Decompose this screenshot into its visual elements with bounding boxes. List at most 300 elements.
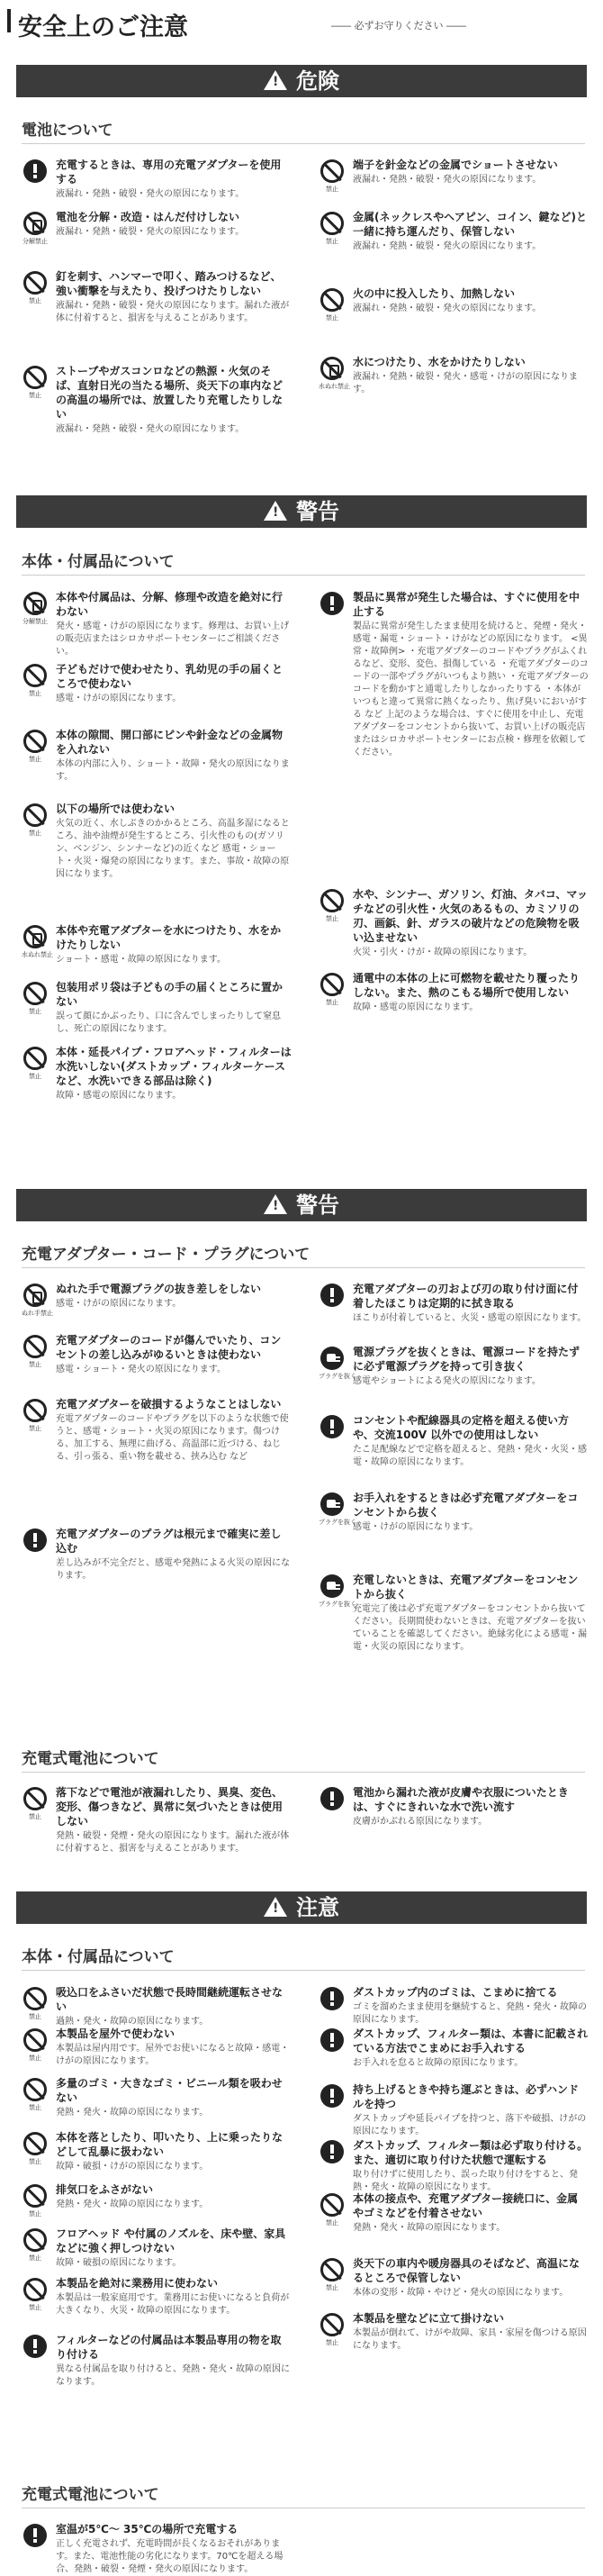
- precaution-heading: 水や、シンナー、ガソリン、灯油、タバコ、マッチなどの引火性・火気のあるもの、カミソリの刃、画鋲、針、ガラスの破片などの危険物を吸い込ませない: [353, 888, 588, 944]
- precaution-body: 故障・感電の原因になります。: [353, 1002, 479, 1012]
- precaution-heading: 水につけたり、水をかけたりしない: [353, 356, 526, 368]
- section-banner-label: 警告: [296, 499, 339, 524]
- precaution-text: [353, 1345, 589, 1388]
- section-banner-label: 注意: [296, 1895, 339, 1920]
- precaution-icon-wrap: [319, 2313, 346, 2347]
- group-title: 本体・付属品について: [22, 1944, 585, 1971]
- icon-caption: 禁止: [29, 1073, 41, 1080]
- prohibition-circle-icon: [320, 2313, 344, 2336]
- exclamation-mandatory-icon: [320, 2140, 344, 2163]
- precaution-body: ほこりが付着していると、火災・感電の原因になります。: [353, 1313, 587, 1323]
- precaution-icon-wrap: [22, 1399, 49, 1433]
- precaution-body: 液漏れ・発熱・破裂・発火の原因になります。漏れた液が体に付着すると、損害を与えることがあります。: [56, 301, 290, 323]
- precaution-icon-wrap: [319, 1787, 346, 1810]
- precaution-body: 誤って顔にかぶったり、口に含んでしまったりして窒息し、死亡の原因になります。: [56, 1011, 281, 1034]
- precaution-text: [56, 590, 292, 658]
- precaution-heading: フィルターなどの付属品は本製品専用の物を取り付ける: [56, 2334, 282, 2361]
- precaution-heading: 本体や充電アダプターを水につけたり、水をかけたりしない: [56, 924, 282, 951]
- precaution-item: [22, 2130, 292, 2173]
- prohibition-circle-icon: [23, 1335, 47, 1358]
- precaution-text: [56, 2276, 292, 2317]
- precaution-heading: 本体の隙間、開口部にピンや針金などの金属物を入れない: [56, 729, 284, 756]
- precaution-icon-wrap: [22, 2228, 49, 2263]
- precaution-item: [319, 1345, 589, 1388]
- exclamation-mandatory-icon: [23, 1528, 47, 1552]
- precaution-item: [319, 1985, 589, 2027]
- precaution-body: 発熱・発火・故障の原因になります。: [353, 2223, 506, 2233]
- precaution-item: [319, 1785, 589, 1828]
- precaution-icon-wrap: [319, 973, 346, 1007]
- precaution-icon-wrap: [319, 288, 346, 322]
- group-title: 電池について: [22, 117, 585, 144]
- page-title: 安全上のご注意: [18, 14, 188, 41]
- precaution-icon-wrap: [319, 592, 346, 615]
- precaution-body: 本体の変形・故障・やけど・発火の原因になります。: [353, 2288, 569, 2298]
- icon-caption: 禁止: [326, 238, 338, 245]
- precaution-icon-wrap: [22, 1335, 49, 1369]
- precaution-heading: 本体や付属品は、分解、修理や改造を絶対に行わない: [56, 591, 284, 618]
- precaution-item: [22, 2276, 292, 2317]
- group-title: 充電アダプター・コード・プラグについて: [22, 1241, 585, 1268]
- icon-caption: プラグを抜く: [319, 1601, 356, 1608]
- prohibition-circle-icon: [23, 2228, 47, 2252]
- section-banner-label: 危険: [296, 68, 339, 94]
- precaution-item: [319, 1573, 589, 1654]
- exclamation-mandatory-icon: [320, 1283, 344, 1307]
- precaution-body: お手入れを怠ると故障の原因になります。: [353, 2058, 524, 2068]
- precaution-text: [56, 1397, 292, 1464]
- precaution-body: 液漏れ・発熱・破裂・発火の原因になります。: [56, 189, 245, 199]
- precaution-item: [22, 802, 292, 881]
- precaution-body: 発熱・破裂・発煙・発火の原因になります。漏れた液が体に付着すると、損害を与えることがあります。: [56, 1831, 290, 1854]
- precaution-heading: 落下などで電池が液漏れしたり、異臭、変色、変形、傷つきなど、異常に気づいたときは使用しない: [56, 1786, 284, 1828]
- precaution-text: [56, 802, 292, 881]
- precaution-body: ゴミを溜めたまま使用を継続すると、発熱・発火・故障の原因になります。: [353, 2002, 587, 2025]
- precaution-item: [319, 210, 589, 253]
- precaution-item: [22, 590, 292, 658]
- exclamation-mandatory-icon: [23, 159, 47, 183]
- unplug-icon: [320, 1492, 344, 1516]
- precaution-text: [353, 1282, 589, 1325]
- precaution-heading: 金属(ネックレスやヘアピン、コイン、鍵など)と一緒に持ち運んだり、保管しない: [353, 211, 587, 238]
- precaution-heading: 電池から漏れた液が皮膚や衣服についたときは、すぐにきれいな水で洗い流す: [353, 1786, 569, 1813]
- precaution-icon-wrap: [22, 925, 53, 959]
- precaution-item: [319, 2191, 589, 2235]
- prohibition-circle-icon: [23, 664, 47, 687]
- prohibition-circle-icon: [320, 973, 344, 996]
- precaution-icon-wrap: [319, 2193, 346, 2227]
- icon-caption: 禁止: [29, 1813, 41, 1820]
- precaution-heading: 電源プラグを抜くときは、電源コードを持たずに必ず電源プラグを持って引き抜く: [353, 1346, 580, 1373]
- icon-caption: 禁止: [29, 1425, 41, 1432]
- section-banner-3: [16, 1189, 587, 1221]
- precaution-heading: ダストカップ、フィルター類は必ず取り付ける。また、適切に取り付けた状態で運転する: [353, 2139, 589, 2166]
- precaution-icon-wrap: [22, 730, 49, 764]
- precaution-body: 差し込みが不完全だと、感電や発熱による火災の原因になります。: [56, 1558, 290, 1581]
- precaution-heading: 充電しないときは、充電アダプターをコンセントから抜く: [353, 1574, 579, 1601]
- precaution-text: [56, 269, 292, 325]
- precaution-item: [22, 2182, 292, 2218]
- precaution-icon-wrap: [22, 212, 49, 246]
- precaution-item: [22, 980, 292, 1036]
- precaution-heading: フロアヘッド や付属のノズルを、床や壁、家具などに強く押しつけない: [56, 2227, 286, 2254]
- precaution-heading: 充電アダプターを破損するようなことはしない: [56, 1398, 282, 1410]
- prohibition-circle-icon: [23, 2278, 47, 2301]
- precaution-icon-wrap: [22, 2132, 49, 2166]
- precaution-text: [353, 2191, 589, 2235]
- icon-caption: 分解禁止: [22, 238, 48, 245]
- exclamation-mandatory-icon: [23, 2524, 47, 2547]
- precaution-icon-wrap: [22, 2335, 49, 2358]
- precaution-body: 感電やショートによる発火の原因になります。: [353, 1376, 541, 1386]
- icon-caption: 禁止: [29, 1361, 41, 1368]
- precaution-icon-wrap: [22, 803, 49, 838]
- precaution-item: [22, 1397, 292, 1464]
- prohibition-circle-icon: [23, 982, 47, 1005]
- icon-caption: 禁止: [29, 2013, 41, 2020]
- precaution-heading: ストーブやガスコンロなどの熱源・火気のそば、直射日光の当たる場所、炎天下の車内などの高温の場所では、放置したり充電したりしない: [56, 365, 284, 421]
- precaution-icon-wrap: [319, 1415, 346, 1438]
- icon-caption: 禁止: [326, 915, 338, 922]
- precaution-body: 故障・破損・けがの原因になります。: [56, 2162, 209, 2172]
- precaution-item: [319, 2027, 589, 2070]
- icon-caption: 水ぬれ禁止: [22, 951, 53, 958]
- prohibition-circle-icon: [23, 730, 47, 753]
- precaution-icon-wrap: [22, 1047, 49, 1081]
- precaution-body: 液漏れ・発熱・破裂・発火の原因になります。: [353, 241, 542, 251]
- precaution-item: [319, 971, 589, 1014]
- precaution-icon-wrap: [22, 982, 49, 1016]
- precaution-heading: ダストカップ、フィルター類は、本書に記載されている方法でこまめにお手入れする: [353, 2027, 589, 2054]
- precaution-heading: 本製品を絶対に業務用に使わない: [56, 2277, 219, 2290]
- precaution-body: たこ足配線などで定格を超えると、発熱・発火・火災・感電・故障の原因になります。: [353, 1445, 587, 1467]
- precaution-item: [22, 728, 292, 784]
- icon-caption: ぬれ手禁止: [22, 1310, 53, 1317]
- warning-triangle-icon: [264, 70, 287, 90]
- precaution-icon-wrap: [22, 1787, 49, 1821]
- section-banner-1: [16, 65, 587, 97]
- precaution-body: 過熱・発火・故障の原因になります。: [56, 2017, 209, 2027]
- precaution-heading: コンセントや配線器具の定格を超える使い方や、交流100V 以外での使用はしない: [353, 1414, 570, 1441]
- precaution-icon-wrap: [22, 2078, 49, 2112]
- icon-caption: 禁止: [29, 2254, 41, 2262]
- icon-caption: 禁止: [29, 690, 41, 697]
- prohibition-circle-icon: [23, 2078, 47, 2101]
- precaution-text: [353, 1413, 589, 1469]
- precaution-heading: 本体の接点や、充電アダプター接続口に、金属やゴミなどを付着させない: [353, 2192, 579, 2219]
- precaution-body: 本製品は屋内用です。屋外でお使いになると故障・感電・けがの原因になります。: [56, 2044, 290, 2066]
- icon-caption: 分解禁止: [22, 618, 48, 625]
- precaution-text: [56, 1333, 292, 1376]
- precaution-heading: 包装用ポリ袋は子どもの手の届くところに置かない: [56, 981, 284, 1008]
- icon-caption: 禁止: [326, 2339, 338, 2346]
- unplug-icon: [320, 1574, 344, 1598]
- precaution-icon-wrap: [22, 2524, 49, 2547]
- page-subtitle: ―― 必ずお守りください ――: [331, 20, 466, 32]
- prohibition-circle-icon: [23, 1399, 47, 1422]
- precaution-body: 取り付けずに使用したり、誤った取り付けをすると、発熱・発火・故障の原因になります。: [353, 2170, 578, 2192]
- section-banner-4: [16, 1891, 587, 1924]
- precaution-item: [319, 2311, 589, 2353]
- precaution-item: [22, 1527, 292, 1583]
- precaution-text: [56, 2076, 292, 2119]
- precaution-icon-wrap: [22, 2184, 49, 2218]
- prohibition-circle-icon: [320, 212, 344, 235]
- precaution-text: [56, 662, 292, 705]
- precaution-item: [319, 1491, 589, 1534]
- precaution-body: 火災・引火・けが・故障の原因になります。: [353, 948, 533, 957]
- precaution-heading: 製品に異常が発生した場合は、すぐに使用を中止する: [353, 591, 580, 618]
- precaution-item: [319, 2082, 589, 2138]
- precaution-heading: 以下の場所では使わない: [56, 803, 176, 815]
- precaution-icon-wrap: [319, 1987, 346, 2010]
- precaution-item: [319, 2256, 589, 2299]
- precaution-item: [22, 923, 292, 966]
- icon-caption: 禁止: [326, 186, 338, 193]
- precaution-body: ダストカップや延長パイプを持つと、落下や破損、けがの原因になります。: [353, 2114, 587, 2136]
- precaution-text: [56, 364, 292, 436]
- precaution-text: [353, 286, 589, 315]
- prohibition-circle-icon: [320, 159, 344, 183]
- prohibition-circle-icon: [320, 2193, 344, 2217]
- precaution-heading: 本製品を壁などに立て掛けない: [353, 2312, 505, 2325]
- precaution-body: 異なる付属品を取り付けると、発熱・発火・故障の原因になります。: [56, 2364, 290, 2387]
- exclamation-mandatory-icon: [320, 1787, 344, 1810]
- precaution-item: [319, 887, 589, 959]
- precaution-heading: 吸込口をふさいだ状態で長時間継続運転させない: [56, 1986, 284, 2013]
- unplug-icon: [320, 1347, 344, 1370]
- precaution-body: 発熱・発火・故障の原因になります。: [56, 2200, 209, 2209]
- precaution-icon-wrap: [22, 271, 49, 305]
- warning-triangle-icon: [264, 1897, 287, 1917]
- exclamation-mandatory-icon: [320, 1415, 344, 1438]
- icon-caption: 禁止: [29, 830, 41, 837]
- precaution-heading: 充電するときは、専用の充電アダプターを使用する: [56, 159, 282, 186]
- precaution-body: 感電・けがの原因になります。: [56, 1299, 182, 1309]
- precaution-body: 発火・感電・けがの原因になります。修理は、お買い上げの販売店またはシロカサポートセンターにご相談ください。: [56, 621, 290, 657]
- precaution-item: [22, 158, 292, 201]
- prohibition-circle-icon: [23, 2132, 47, 2155]
- icon-caption: プラグを抜く: [319, 1373, 356, 1380]
- prohibition-circle-icon: [23, 1787, 47, 1810]
- precaution-icon-wrap: [22, 2028, 49, 2063]
- precaution-body: 液漏れ・発熱・破裂・発火の原因になります。: [56, 227, 245, 237]
- exclamation-mandatory-icon: [320, 2084, 344, 2108]
- page-header: [7, 5, 592, 41]
- precaution-body: 発熱・発火・故障の原因になります。: [56, 2108, 209, 2118]
- precaution-heading: お手入れをするときは必ず充電アダプターをコンセントから抜く: [353, 1492, 579, 1519]
- precaution-heading: 持ち上げるときや持ち運ぶときは、必ずハンドルを持つ: [353, 2083, 580, 2110]
- precaution-icon-wrap: [22, 1987, 49, 2021]
- precaution-icon-wrap: [22, 1528, 49, 1552]
- prohibition-circle-icon: [23, 2028, 47, 2052]
- precaution-body: 本製品は一般家庭用です。業務用にお使いになると負荷が大きくなり、火災・故障の原因になります。: [56, 2293, 290, 2316]
- prohibition-circle-icon: [23, 803, 47, 827]
- precaution-heading: 充電アダプターのコードが傷んでいたり、コンセントの差し込みがゆるいときは使わない: [56, 1334, 282, 1361]
- precaution-text: [353, 1985, 589, 2027]
- precaution-heading: 電池を分解・改造・はんだ付けしない: [56, 211, 240, 223]
- precaution-text: [353, 971, 589, 1014]
- precaution-text: [56, 2333, 292, 2389]
- prohibition-circle-icon: [23, 1047, 47, 1070]
- precaution-heading: 多量のゴミ・大きなゴミ・ビニール類を吸わせない: [56, 2077, 283, 2104]
- precaution-text: [56, 1785, 292, 1855]
- precaution-text: [56, 923, 292, 966]
- precaution-item: [22, 269, 292, 325]
- precaution-body: 故障・破損の原因になります。: [56, 2258, 182, 2268]
- warning-triangle-icon: [264, 501, 287, 521]
- precaution-heading: 本体を落としたり、叩いたり、上に乗ったりなどして乱暴に扱わない: [56, 2131, 284, 2158]
- icon-caption: 禁止: [29, 2304, 41, 2311]
- section-banner-label: 警告: [296, 1193, 339, 1218]
- title-accent-bar: [7, 9, 11, 32]
- icon-caption: 禁止: [326, 999, 338, 1006]
- precaution-body: 感電・けがの原因になります。: [56, 694, 182, 703]
- icon-caption: プラグを抜く: [319, 1519, 356, 1526]
- precaution-text: [353, 590, 589, 759]
- icon-caption: 禁止: [29, 2158, 41, 2165]
- precaution-text: [56, 2522, 292, 2576]
- exclamation-mandatory-icon: [320, 2028, 344, 2052]
- precaution-text: [56, 2182, 292, 2211]
- precaution-item: [22, 2076, 292, 2119]
- precaution-text: [353, 2256, 589, 2299]
- precaution-item: [22, 210, 292, 245]
- precaution-item: [319, 158, 589, 193]
- precaution-icon-wrap: [319, 2258, 346, 2292]
- precaution-heading: 釘を刺す、ハンマーで叩く、踏みつけるなど、強い衝撃を与えたり、投げつけたりしない: [56, 270, 282, 297]
- precaution-heading: 子どもだけで使わせたり、乳幼児の手の届くところで使わない: [56, 663, 284, 690]
- icon-caption: 禁止: [326, 2284, 338, 2291]
- precaution-icon-wrap: [319, 889, 346, 923]
- icon-caption: 禁止: [29, 2104, 41, 2111]
- precaution-body: 感電・けがの原因になります。: [353, 1522, 479, 1532]
- precaution-icon-wrap: [22, 1283, 53, 1318]
- icon-caption: 禁止: [326, 314, 338, 322]
- precaution-heading: 充電アダプターのプラグは根元まで確実に差し込む: [56, 1528, 282, 1555]
- no-water-icon: [23, 925, 47, 948]
- precaution-item: [22, 2333, 292, 2389]
- precaution-icon-wrap: [22, 592, 49, 626]
- precaution-item: [22, 1333, 292, 1376]
- precaution-body: 液漏れ・発熱・破裂・発火の原因になります。: [56, 424, 245, 434]
- warning-triangle-icon: [264, 1194, 287, 1214]
- icon-caption: 禁止: [326, 2219, 338, 2227]
- icon-caption: 禁止: [29, 2054, 41, 2062]
- precaution-heading: 炎天下の車内や暖房器具のそばなど、高温になるところで保管しない: [353, 2257, 580, 2284]
- precaution-text: [353, 2311, 589, 2353]
- precaution-icon-wrap: [319, 2140, 346, 2163]
- precaution-item: [319, 2138, 589, 2194]
- precaution-heading: 端子を針金などの金属でショートさせない: [353, 159, 558, 171]
- precaution-body: 充電アダプターのコードやプラグを以下のような状態で使うと、感電・ショート・火災の原因になります。傷つける、加工する、無理に曲げる、高温部に近づける、ねじる、引っ張る、重い物を載せる、挟み込む など: [56, 1414, 289, 1462]
- prohibition-circle-icon: [23, 271, 47, 295]
- precaution-text: [353, 2027, 589, 2070]
- precaution-icon-wrap: [319, 159, 346, 194]
- prohibition-circle-icon: [320, 288, 344, 312]
- precaution-text: [353, 2082, 589, 2138]
- precaution-text: [56, 980, 292, 1036]
- precaution-icon-wrap: [22, 664, 49, 698]
- precaution-item: [319, 286, 589, 322]
- precaution-text: [56, 1527, 292, 1583]
- exclamation-mandatory-icon: [320, 592, 344, 615]
- group-title: 充電式電池について: [22, 2481, 585, 2508]
- precaution-body: 感電・ショート・発火の原因になります。: [56, 1365, 226, 1374]
- no-disassembly-icon: [23, 212, 47, 235]
- precaution-item: [22, 2027, 292, 2068]
- precaution-heading: 排気口をふさがない: [56, 2183, 154, 2196]
- no-disassembly-icon: [23, 592, 47, 615]
- precaution-item: [22, 1282, 292, 1317]
- icon-caption: 禁止: [29, 2210, 41, 2218]
- precaution-icon-wrap: [319, 357, 350, 391]
- precaution-text: [56, 1045, 292, 1102]
- precaution-icon-wrap: [319, 1574, 356, 1609]
- precaution-text: [353, 887, 589, 959]
- group-title: 充電式電池について: [22, 1746, 585, 1773]
- icon-caption: 禁止: [29, 392, 41, 399]
- precaution-body: 液漏れ・発熱・破裂・発火・感電・けがの原因になります。: [353, 372, 578, 395]
- precaution-icon-wrap: [319, 1492, 356, 1527]
- precaution-text: [353, 1573, 589, 1654]
- precaution-body: 製品に異常が発生したまま使用を続けると、発煙・発火・感電・漏電・ショート・けがなどの原因になります。 <異常・故障例> ・充電アダプターのコードやプラグがふくれるなど、変形、変色、損傷している ・充電アダプターのコードの一部やプラグがいつもより熱い ・充電アダプターのコードを動かすと通電したりしなかったりする ・本体がいつもと違って異常に熱くなったり、焦げ臭いにおいがする など 上記のような場合は、すぐに使用を中止し、充電アダプターをコンセントから抜いて、お買い上げの販売店またはシロカサポートセンターにお点検・修理を依頼してください。: [353, 621, 589, 757]
- precaution-text: [353, 355, 589, 396]
- precaution-heading: ダストカップ内のゴミは、こまめに捨てる: [353, 1986, 558, 1999]
- precaution-body: ショート・感電・故障の原因になります。: [56, 955, 226, 965]
- prohibition-circle-icon: [320, 2258, 344, 2281]
- precaution-text: [353, 158, 589, 186]
- precaution-heading: 通電中の本体の上に可燃物を載せたり覆ったりしない。また、熱のこもる場所で使用しない: [353, 972, 580, 999]
- precaution-item: [22, 1785, 292, 1855]
- precaution-item: [22, 662, 292, 705]
- precaution-heading: ぬれた手で電源プラグの抜き差しをしない: [56, 1283, 262, 1295]
- precaution-text: [56, 1282, 292, 1311]
- precaution-body: 火気の近く、水しぶきのかかるところ、高温多湿になるところ、油や油煙が発生するところ、引火性のもの(ガソリン、ベンジン、シンナーなど)の近くなど 感電・ショート・火災・爆発の原因になります。また、事故・故障の原因になります。: [56, 819, 290, 879]
- precaution-text: [353, 2138, 589, 2194]
- icon-caption: 水ぬれ禁止: [319, 383, 350, 390]
- precaution-item: [22, 2227, 292, 2270]
- precaution-heading: 室温が5℃～ 35℃の場所で充電する: [56, 2523, 238, 2535]
- prohibition-circle-icon: [320, 889, 344, 912]
- prohibition-circle-icon: [23, 366, 47, 389]
- precaution-icon-wrap: [22, 2278, 49, 2312]
- precaution-icon-wrap: [319, 1283, 346, 1307]
- precaution-heading: 本体・延長パイプ・フロアヘッド・フィルターは水洗いしない(ダストカップ・フィルターケースなど、水洗いできる部品は除く): [56, 1046, 292, 1087]
- precaution-text: [56, 2130, 292, 2173]
- precaution-heading: 本製品を屋外で使わない: [56, 2027, 176, 2040]
- precaution-item: [319, 1413, 589, 1469]
- precaution-body: 充電完了後は必ず充電アダプターをコンセントから抜いてください。長期間使わないときは、充電アダプターを抜いていることを確認してください。絶縁劣化による感電・漏電・火災の原因になります。: [353, 1604, 587, 1652]
- icon-caption: 禁止: [29, 297, 41, 304]
- precaution-text: [353, 1785, 589, 1828]
- precaution-icon-wrap: [22, 366, 49, 400]
- precaution-item: [22, 2522, 292, 2576]
- icon-caption: 禁止: [29, 1008, 41, 1015]
- precaution-text: [353, 1491, 589, 1534]
- precaution-body: 液漏れ・発熱・破裂・発火の原因になります。: [353, 175, 542, 185]
- precaution-icon-wrap: [22, 159, 49, 183]
- precaution-body: 本製品が倒れて、けがや故障、家具・家屋を傷つける原因になります。: [353, 2328, 587, 2351]
- precaution-heading: 充電アダプターの刃および刃の取り付け面に付着したほこりは定期的に拭き取る: [353, 1283, 579, 1310]
- precaution-text: [56, 2027, 292, 2068]
- exclamation-mandatory-icon: [320, 1987, 344, 2010]
- exclamation-mandatory-icon: [23, 2335, 47, 2358]
- precaution-body: 皮膚がかぶれる原因になります。: [353, 1817, 488, 1827]
- prohibition-circle-icon: [23, 2184, 47, 2208]
- precaution-body: 故障・感電の原因になります。: [56, 1091, 182, 1101]
- prohibition-circle-icon: [23, 1987, 47, 2010]
